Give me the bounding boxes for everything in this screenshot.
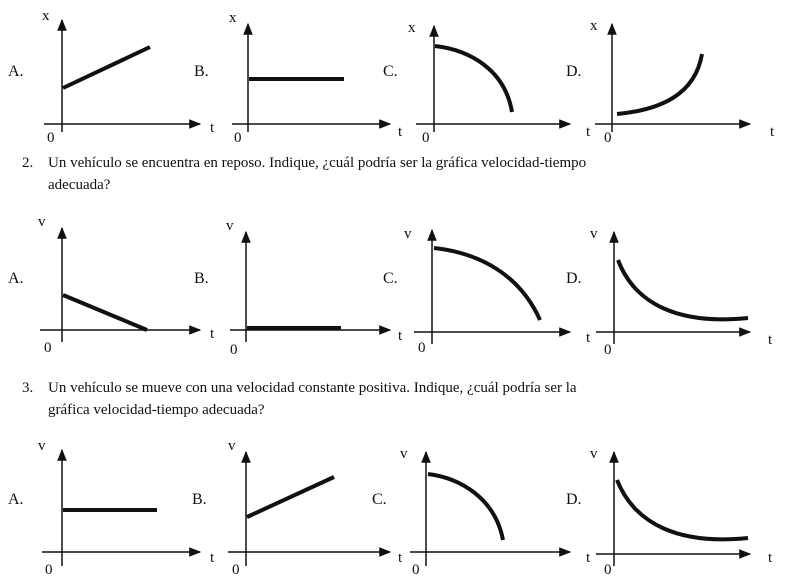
x-axis-label: t — [586, 550, 591, 566]
y-axis-label: v — [400, 446, 408, 462]
q1-option-b[interactable] — [194, 10, 403, 146]
graph-curve — [247, 477, 334, 517]
option-letter: A. — [8, 270, 24, 287]
origin-label: 0 — [604, 342, 612, 358]
q2-option-a[interactable] — [8, 214, 215, 356]
q1-option-c[interactable] — [383, 20, 591, 146]
x-axis-label: t — [398, 550, 403, 566]
q2-option-d[interactable] — [566, 226, 773, 358]
graph-curve — [428, 474, 503, 540]
x-axis-label: t — [210, 326, 215, 342]
x-axis-label: t — [398, 124, 403, 140]
q3-option-d[interactable] — [566, 446, 773, 578]
q3-option-c[interactable] — [372, 446, 591, 578]
q2-option-b[interactable] — [194, 218, 403, 358]
q3-option-a[interactable] — [8, 438, 215, 578]
x-axis-label: t — [398, 328, 403, 344]
y-axis-label: v — [38, 214, 46, 230]
origin-label: 0 — [230, 342, 238, 358]
graph-curve — [63, 47, 150, 88]
question-text-line-2: adecuada? — [48, 177, 111, 193]
origin-label: 0 — [604, 562, 612, 578]
q1-option-a[interactable] — [8, 8, 215, 146]
y-axis-label: v — [38, 438, 46, 454]
question-text-line-1: Un vehículo se mueve con una velocidad constante positiva. Indique, ¿cuál podría ser la — [48, 380, 577, 396]
y-axis-label: v — [228, 438, 236, 454]
option-letter: D. — [566, 270, 582, 287]
option-letter: B. — [192, 491, 207, 508]
x-axis-label: t — [210, 120, 215, 136]
origin-label: 0 — [422, 130, 430, 146]
y-axis-label: v — [226, 218, 234, 234]
origin-label: 0 — [47, 130, 55, 146]
origin-label: 0 — [412, 562, 420, 578]
origin-label: 0 — [44, 340, 52, 356]
q1-option-d[interactable] — [566, 18, 775, 146]
x-axis-label: t — [210, 550, 215, 566]
option-letter: D. — [566, 63, 582, 80]
y-axis-label: x — [42, 8, 50, 24]
option-letter: A. — [8, 491, 24, 508]
x-axis-label: t — [768, 332, 773, 348]
option-letter: B. — [194, 270, 209, 287]
graph-curve — [63, 295, 147, 330]
y-axis-label: x — [590, 18, 598, 34]
graph-curve — [618, 260, 748, 319]
question-number: 2. — [22, 155, 34, 171]
origin-label: 0 — [232, 562, 240, 578]
option-letter: C. — [383, 270, 398, 287]
origin-label: 0 — [45, 562, 53, 578]
origin-label: 0 — [234, 130, 242, 146]
x-axis-label: t — [586, 124, 591, 140]
x-axis-label: t — [770, 124, 775, 140]
option-letter: D. — [566, 491, 582, 508]
graph-curve — [617, 54, 702, 114]
graph-curve — [435, 46, 512, 112]
y-axis-label: v — [404, 226, 412, 242]
x-axis-label: t — [586, 330, 591, 346]
q3-option-b[interactable] — [192, 438, 403, 578]
option-letter: B. — [194, 63, 209, 80]
y-axis-label: x — [229, 10, 237, 26]
x-axis-label: t — [768, 550, 773, 566]
graph-curve — [617, 480, 748, 539]
y-axis-label: v — [590, 226, 598, 242]
option-letter: A. — [8, 63, 24, 80]
graph-curve — [434, 248, 540, 320]
question-text-line-1: Un vehículo se encuentra en reposo. Indique, ¿cuál podría ser la gráfica velocidad-tiempo — [48, 155, 587, 171]
option-letter: C. — [383, 63, 398, 80]
question-number: 3. — [22, 380, 34, 396]
origin-label: 0 — [418, 340, 426, 356]
y-axis-label: v — [590, 446, 598, 462]
q2-option-c[interactable] — [383, 226, 591, 356]
origin-label: 0 — [604, 130, 612, 146]
option-letter: C. — [372, 491, 387, 508]
y-axis-label: x — [408, 20, 416, 36]
question-text-line-2: gráfica velocidad-tiempo adecuada? — [48, 402, 265, 418]
